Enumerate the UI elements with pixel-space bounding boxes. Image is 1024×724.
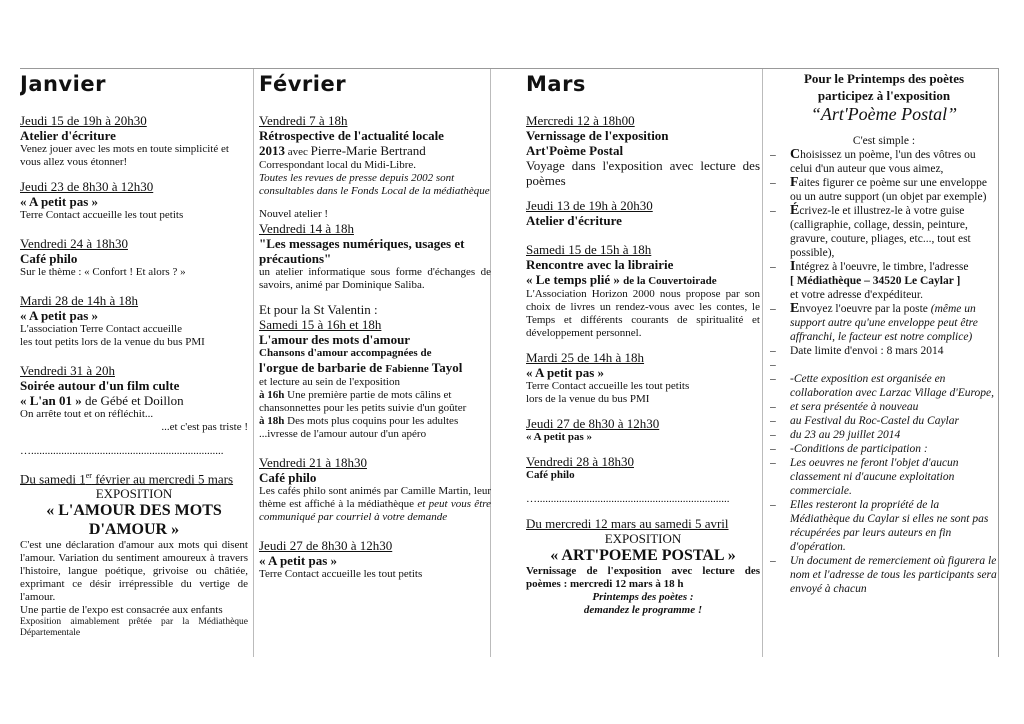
book-title: « Le temps plié » — [526, 272, 624, 287]
instruction-text: ntégrez à l'oeuvre, le timbre, l'adresse — [795, 261, 969, 273]
dotted-separator: …...................................................................... — [526, 493, 730, 505]
event-date: Jeudi 13 de 19h à 20h30 — [526, 198, 653, 213]
sender-line: et votre adresse d'expéditeur. — [790, 289, 923, 301]
info-item: – Un document de remerciement où figurera le nom et l'adresse de tous les participants sera envoyé à chacun — [770, 554, 998, 596]
instruction-item — [770, 176, 998, 204]
event-date: Vendredi 7 à 18h — [259, 113, 348, 128]
march-column — [526, 69, 760, 657]
event-title: "Les messages numériques, usages et précautions" — [259, 236, 465, 266]
event-title: « A petit pas » — [526, 365, 605, 380]
event-title — [526, 272, 760, 288]
poetry-panel — [770, 69, 998, 657]
instruction-initial: F — [790, 175, 799, 190]
event-note: Toutes les revues de presse depuis 2002 sont consultables dans le Fonds Local de la médiathèque — [259, 172, 490, 197]
film-title: « L'an 01 » — [20, 393, 82, 408]
expo-line: demandez le programme ! — [583, 604, 703, 616]
event-description: On arrête tout et on réfléchit... — [20, 408, 154, 420]
instruction-item — [770, 260, 998, 274]
event-title: Atelier d'écriture — [526, 213, 622, 228]
cafe-desc-italic: et peut vous être communiqué par courriel à votre demande — [259, 498, 491, 523]
event-date: Jeudi 27 de 8h30 à 12h30 — [259, 538, 393, 553]
instruction-initial: É — [790, 203, 800, 218]
event-year: 2013 — [259, 143, 285, 158]
guest-role: Correspondant local du Midi-Libre. — [259, 159, 417, 171]
book-place: de la Couvertoirade — [623, 275, 717, 287]
event-title: Rencontre avec la librairie — [526, 257, 674, 272]
info-item: – et sera présentée à nouveau — [770, 400, 998, 414]
column-divider — [762, 69, 763, 657]
instruction-text: crivez-le et illustrez-le à votre guise (calligraphie, collage, dessin, peinture, gravure, couture, pliages, etc..., tout est possible), — [790, 205, 971, 259]
valentine-intro: Et pour la St Valentin : — [259, 302, 378, 317]
expo-date-end: février au mercredi 5 mars — [91, 471, 234, 487]
instruction-text: hoisissez un poème, l'un des vôtres ou celui d'un auteur que vous aimez, — [790, 149, 976, 175]
event-date: Vendredi 21 à 18h30 — [259, 455, 367, 470]
expo-description: Une partie de l'expo est consacrée aux enfants — [20, 604, 223, 617]
performer-last-name: Tayol — [428, 360, 463, 375]
instruction-list — [770, 148, 998, 274]
event-title: Café philo — [259, 470, 317, 485]
event-title: Café philo — [20, 251, 78, 266]
event-description: Terre Contact accueille les tout petits — [259, 568, 423, 580]
month-heading-march: Mars — [526, 72, 586, 96]
instruction-text: aites figurer ce poème sur une enveloppe ou un autre support (un objet par exemple) — [790, 177, 987, 203]
february-column — [259, 69, 491, 657]
instruction-note: (même un support autre qu'une enveloppe peut être affranchi, le facteur est notre complice) — [790, 303, 978, 343]
event-title: Art'Poème Postal — [526, 143, 624, 158]
empty-item — [770, 358, 998, 372]
expo-date-sup: er — [85, 471, 92, 480]
time-18h: à 18h — [259, 415, 285, 427]
expo-title: « ART'POEME POSTAL » — [550, 547, 736, 564]
calendar-sheet — [20, 68, 999, 657]
expo-description: C'est une déclaration d'amour aux mots qui disent l'amour. Variation du sentiment amoureux à travers l'histoire, langue poétique, grivoise ou châtiée, exprimant ce désir irrépressible du vertige de l'amour. — [20, 539, 248, 604]
event-guest — [259, 143, 491, 159]
instruction-list-2 — [770, 302, 998, 596]
event-date: Jeudi 15 de 19h à 20h30 — [20, 113, 147, 128]
event-description: Venez jouer avec les mots en toute simplicité et vous allez vous étonner! — [20, 143, 229, 168]
panel-heading: Pour le Printemps des poètes — [803, 71, 965, 86]
panel-heading: participez à l'exposition — [817, 88, 951, 103]
event-title: « A petit pas » — [20, 194, 99, 209]
info-item: – -Cette exposition est organisée en collaboration avec Larzac Village d'Europe, — [770, 372, 998, 400]
instruction-item — [770, 148, 998, 176]
event-date: Vendredi 14 à 18h — [259, 221, 354, 236]
info-item: – au Festival du Roc-Castel du Caylar — [770, 414, 998, 428]
dotted-separator: …...................................................................... — [20, 445, 224, 457]
event-date: Mercredi 12 à 18h00 — [526, 113, 635, 128]
event-description: ...ivresse de l'amour autour d'un apéro — [259, 428, 427, 440]
info-item: – du 23 au 29 juillet 2014 — [770, 428, 998, 442]
event-description: les tout petits lors de la venue du bus PMI — [20, 336, 205, 348]
event-title: « A petit pas » — [259, 553, 338, 568]
expo-label: EXPOSITION — [604, 531, 682, 546]
info-item: – Elles resteront la propriété de la Médiathèque du Caylar si elles ne sont pas récupérées par leurs auteurs en fin d'opération. — [770, 498, 998, 554]
event-subtitle: Chansons d'amour accompagnées de — [259, 347, 432, 359]
event-title: L'amour des mots d'amour — [259, 332, 411, 347]
january-column — [20, 69, 248, 657]
event-title: Soirée autour d'un film culte — [20, 378, 180, 393]
event-date: Samedi 15 de 15h à 18h — [526, 242, 652, 257]
event-description: Voyage dans l'exposition avec lecture des poèmes — [526, 158, 760, 188]
event-date: Jeudi 23 de 8h30 à 12h30 — [20, 179, 154, 194]
expo-title: « L'AMOUR DES MOTS D'AMOUR » — [46, 502, 222, 539]
panel-title: “Art'Poème Postal” — [810, 104, 958, 124]
month-heading-february: Février — [259, 72, 347, 96]
info-item: – Les oeuvres ne feront l'objet d'aucun classement ni d'aucune exploitation commerciale. — [770, 456, 998, 498]
column-divider — [253, 69, 254, 657]
organ-text: l'orgue de barbarie de — [259, 360, 386, 375]
panel-simple: C'est simple : — [852, 135, 916, 147]
event-date: Mardi 28 de 14h à 18h — [20, 293, 139, 308]
event-title: « A petit pas » — [526, 431, 593, 443]
event-title: Café philo — [526, 469, 575, 481]
event-date: Jeudi 27 de 8h30 à 12h30 — [526, 416, 660, 431]
instruction-item — [770, 204, 998, 260]
expo-dates — [20, 468, 248, 486]
instruction-initial: I — [790, 259, 796, 274]
film-directors: de Gébé et Doillon — [81, 393, 184, 408]
event-title: Rétrospective de l'actualité locale — [259, 128, 444, 143]
desc-16h: Une première partie de mots câlins et chansonnettes pour les petits suivie d'un goûter — [259, 389, 467, 414]
expo-label: EXPOSITION — [95, 486, 173, 502]
event-date: Vendredi 28 à 18h30 — [526, 454, 634, 469]
event-description — [259, 389, 491, 415]
cafe-desc: Les cafés philo sont animés par Camille Martin, leur thème est affiché à la médiathèque — [259, 485, 491, 510]
expo-dates: Du mercredi 12 mars au samedi 5 avril — [526, 516, 729, 531]
event-title: Vernissage de l'exposition — [526, 128, 669, 143]
time-16h: à 16h — [259, 389, 285, 401]
event-description: un atelier informatique sous forme d'échanges de savoirs, animé par Dominique Saliba. — [259, 266, 491, 291]
instruction-text: nvoyez l'oeuvre par la poste — [799, 303, 931, 315]
month-heading-january: Janvier — [20, 72, 106, 96]
event-date: Vendredi 31 à 20h — [20, 363, 115, 378]
event-date: Samedi 15 à 16h et 18h — [259, 317, 382, 332]
expo-date-start: Du samedi 1 — [20, 471, 86, 487]
event-description: L'association Terre Contact accueille — [20, 323, 182, 335]
event-date: Vendredi 24 à 18h30 — [20, 236, 128, 251]
event-title: « A petit pas » — [20, 308, 99, 323]
event-title: Atelier d'écriture — [20, 128, 116, 143]
expo-credit: Exposition aimablement prêtée par la Médiathèque Départementale — [20, 617, 248, 639]
expo-description: Vernissage de l'exposition avec lecture des poèmes : mercredi 12 mars à 18 h — [526, 565, 760, 590]
instruction-initial: C — [790, 147, 801, 162]
info-item: – -Conditions de participation : — [770, 442, 998, 456]
mediatheque-address: [ Médiathèque – 34520 Le Caylar ] — [790, 275, 961, 287]
deadline-item: – Date limite d'envoi : 8 mars 2014 — [770, 344, 998, 358]
guest-name: Pierre-Marie Bertrand — [310, 143, 426, 158]
event-description — [259, 485, 491, 524]
expo-line: Printemps des poètes : — [592, 591, 694, 603]
event-description — [259, 415, 491, 428]
instruction-initial: E — [790, 301, 800, 316]
event-description: Sur le thème : « Confort ! Et alors ? » — [20, 266, 186, 278]
event-description: Terre Contact accueille les tout petits — [20, 209, 184, 221]
performer-first-name: Fabienne — [385, 363, 429, 375]
new-workshop-label: Nouvel atelier ! — [259, 208, 329, 220]
event-description: lors de la venue du bus PMI — [526, 393, 650, 405]
event-description: Terre Contact accueille les tout petits — [526, 380, 690, 392]
film-line — [20, 393, 248, 408]
event-date: Mardi 25 de 14h à 18h — [526, 350, 645, 365]
instruction-item — [770, 302, 998, 344]
event-description: L'Association Horizon 2000 nous propose par son choix de livres un rendez-vous avec les contes, le Temps et différents courants de spiritualité et développement personnel. — [526, 288, 760, 339]
event-description: ...et c'est pas triste ! — [161, 421, 248, 433]
event-description: et lecture au sein de l'exposition — [259, 376, 400, 388]
event-subtitle — [259, 360, 491, 376]
desc-18h: Des mots plus coquins pour les adultes — [284, 415, 459, 427]
event-avec: avec — [285, 146, 311, 158]
